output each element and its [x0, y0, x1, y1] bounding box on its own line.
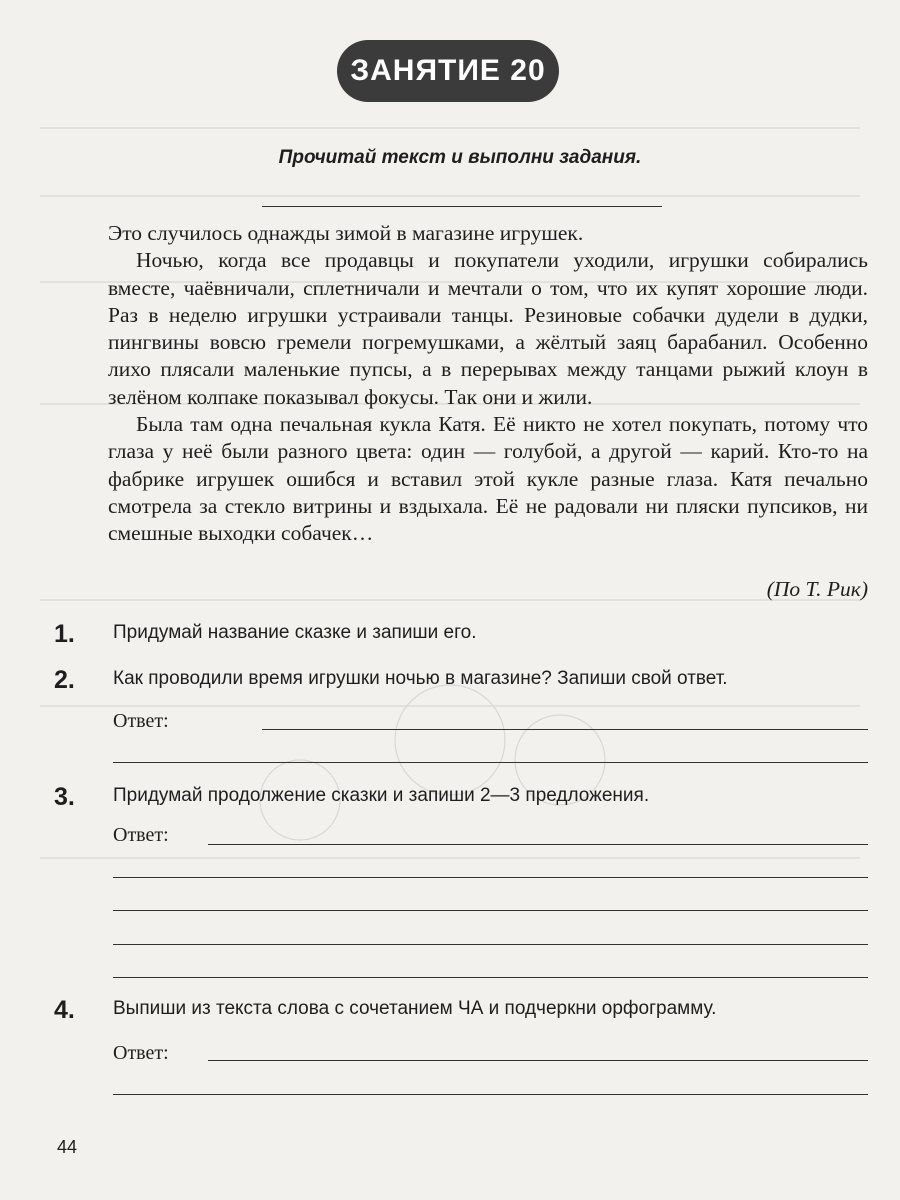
answer-line[interactable]	[113, 944, 868, 945]
answer-label: Ответ:	[113, 1042, 169, 1064]
task-text: Выпиши из текста слова с сочетанием ЧА и подчеркни орфограмму.	[113, 998, 717, 1019]
task-number: 4.	[54, 996, 75, 1024]
answer-line[interactable]	[113, 1094, 868, 1095]
task-text: Придумай продолжение сказки и запиши 2—3 предложения.	[113, 785, 650, 806]
instruction-text: Прочитай текст и выполни задания.	[278, 147, 642, 168]
task-number: 3.	[54, 783, 75, 811]
story-paragraph: Была там одна печальная кукла Катя. Её никто не хотел покупать, потому что глаза у неё были разного цвета: один — голубой, а другой — карий. Кто-то на фабрике игрушек ошибся и вставил этой кукле разные глаза. Катя печально смотрела за стекло витрины и вздыхала. Её не радовали ни пляски пупсиков, ни смешные выходки собачек…	[108, 412, 868, 546]
lesson-title: ЗАНЯТИЕ 20	[337, 40, 559, 102]
answer-line[interactable]	[113, 762, 868, 763]
task-number: 1.	[54, 620, 75, 648]
task-number: 2.	[54, 666, 75, 694]
story-text	[108, 220, 868, 548]
answer-line[interactable]	[208, 1060, 868, 1061]
task-text: Придумай название сказке и запиши его.	[113, 622, 477, 643]
story-paragraph: Это случилось однажды зимой в магазине игрушек.	[108, 221, 584, 245]
answer-line[interactable]	[113, 877, 868, 878]
answer-label: Ответ:	[113, 824, 169, 846]
answer-line[interactable]	[113, 910, 868, 911]
task-text: Как проводили время игрушки ночью в магазине? Запиши свой ответ.	[113, 668, 728, 689]
divider	[262, 206, 662, 207]
answer-line[interactable]	[208, 844, 868, 845]
answer-label: Ответ:	[113, 710, 169, 732]
page-number: 44	[57, 1137, 78, 1157]
story-source: (По Т. Рик)	[766, 577, 868, 601]
story-paragraph: Ночью, когда все продавцы и покупатели уходили, игрушки собирались вместе, чаёвничали, сплетничали и мечтали о том, что их купят хорошие люди. Раз в неделю игрушки устраивали танцы. Резиновые собачки дудели в дудки, пингвины вовсю гремели погремушками, а жёлтый заяц барабанил. Особенно лихо плясали маленькие пупсы, а в перерывах между танцами рыжий клоун в зелёном колпаке показывал фокусы. Так они и жили.	[108, 248, 868, 409]
answer-line[interactable]	[113, 977, 868, 978]
answer-line[interactable]	[262, 729, 868, 730]
